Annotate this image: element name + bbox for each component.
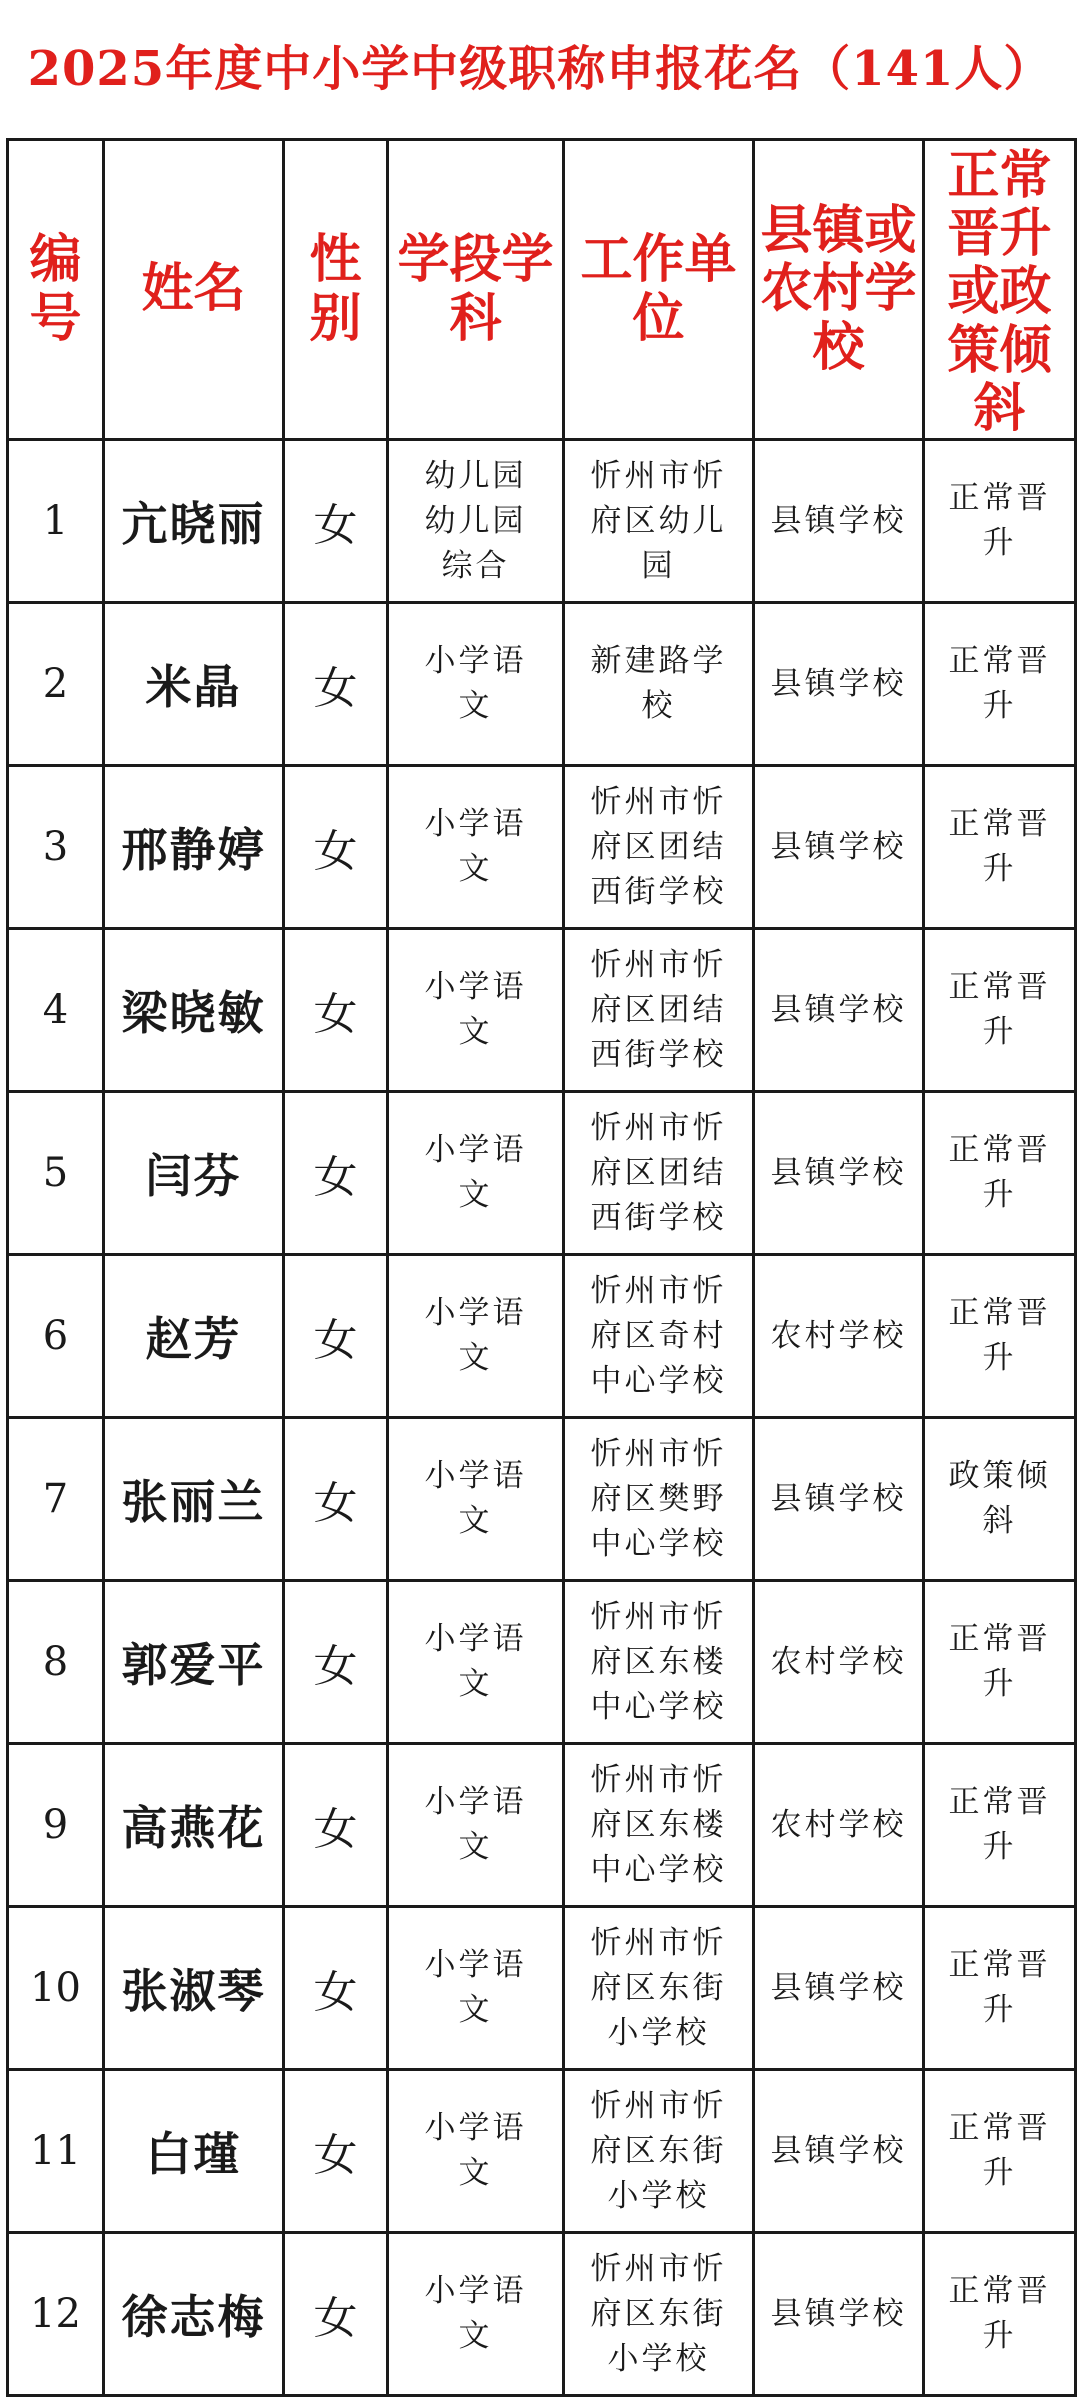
- header-subject: 学段学科: [388, 140, 564, 440]
- cell-gender: 女: [284, 929, 388, 1092]
- cell-work-unit: [564, 1744, 754, 1907]
- cell-work-unit: [564, 603, 754, 766]
- cell-school-type: [754, 1744, 924, 1907]
- cell-subject: [388, 2070, 564, 2233]
- cell-school-type-text: 农村学校: [770, 1317, 907, 1354]
- table-row: [8, 2070, 1076, 2233]
- cell-subject: [388, 1907, 564, 2070]
- cell-promotion-type: [924, 1744, 1076, 1907]
- cell-promotion-type: [924, 1907, 1076, 2070]
- cell-work-unit-text: 忻州市忻府区团结西街学校: [590, 783, 727, 910]
- cell-school-type-text: 县镇学校: [770, 1154, 907, 1191]
- cell-name: 米晶: [104, 603, 284, 766]
- cell-subject-text: 小学语文: [424, 1947, 527, 2029]
- cell-gender: 女: [284, 1418, 388, 1581]
- cell-school-type: [754, 603, 924, 766]
- cell-promotion-type: [924, 1255, 1076, 1418]
- cell-subject-text: 小学语文: [424, 2110, 527, 2192]
- cell-work-unit-text: 忻州市忻府区奇村中心学校: [590, 1272, 727, 1399]
- cell-promotion-type-text: 正常晋升: [948, 969, 1051, 1051]
- cell-work-unit: [564, 929, 754, 1092]
- header-promotion-type: 正常晋升或政策倾斜: [924, 140, 1076, 440]
- cell-name: 闫芬: [104, 1092, 284, 1255]
- cell-work-unit: [564, 1418, 754, 1581]
- cell-school-type-text: 县镇学校: [770, 1480, 907, 1517]
- cell-promotion-type: [924, 766, 1076, 929]
- cell-work-unit: [564, 1581, 754, 1744]
- cell-number: 4: [8, 929, 104, 1092]
- cell-work-unit-text: 忻州市忻府区樊野中心学校: [590, 1435, 727, 1562]
- cell-number: 10: [8, 1907, 104, 2070]
- cell-gender: 女: [284, 603, 388, 766]
- cell-work-unit: [564, 2233, 754, 2396]
- cell-school-type: [754, 1092, 924, 1255]
- cell-subject-text: 小学语文: [424, 2273, 527, 2355]
- cell-subject-text: 小学语文: [424, 643, 527, 725]
- cell-number: 6: [8, 1255, 104, 1418]
- table-row: [8, 766, 1076, 929]
- cell-subject: [388, 1092, 564, 1255]
- cell-gender: 女: [284, 440, 388, 603]
- cell-work-unit-text: 新建路学校: [590, 643, 727, 725]
- cell-work-unit-text: 忻州市忻府区东楼中心学校: [590, 1761, 727, 1888]
- cell-school-type-text: 农村学校: [770, 1643, 907, 1680]
- table-header-row: [8, 140, 1076, 440]
- cell-number: 7: [8, 1418, 104, 1581]
- cell-promotion-type-text: 政策倾斜: [948, 1458, 1051, 1540]
- table-row: [8, 1744, 1076, 1907]
- cell-name: 张丽兰: [104, 1418, 284, 1581]
- cell-promotion-type: [924, 1418, 1076, 1581]
- cell-number: 2: [8, 603, 104, 766]
- cell-subject: [388, 766, 564, 929]
- cell-promotion-type-text: 正常晋升: [948, 2273, 1051, 2355]
- cell-name: 邢静婷: [104, 766, 284, 929]
- cell-promotion-type-text: 正常晋升: [948, 2110, 1051, 2192]
- cell-promotion-type: [924, 929, 1076, 1092]
- cell-promotion-type-text: 正常晋升: [948, 480, 1051, 562]
- cell-subject: [388, 929, 564, 1092]
- cell-gender: 女: [284, 1744, 388, 1907]
- cell-subject-text: 小学语文: [424, 1295, 527, 1377]
- cell-gender: 女: [284, 766, 388, 929]
- cell-name: 梁晓敏: [104, 929, 284, 1092]
- cell-number: 1: [8, 440, 104, 603]
- cell-gender: 女: [284, 2233, 388, 2396]
- cell-gender: 女: [284, 1907, 388, 2070]
- cell-name: 高燕花: [104, 1744, 284, 1907]
- cell-school-type: [754, 2070, 924, 2233]
- cell-school-type-text: 县镇学校: [770, 2295, 907, 2332]
- cell-work-unit-text: 忻州市忻府区东街小学校: [590, 1924, 727, 2051]
- cell-work-unit: [564, 1092, 754, 1255]
- cell-school-type: [754, 766, 924, 929]
- cell-promotion-type: [924, 2070, 1076, 2233]
- table-row: [8, 1092, 1076, 1255]
- table-row: [8, 1418, 1076, 1581]
- cell-work-unit: [564, 440, 754, 603]
- table-row: [8, 603, 1076, 766]
- cell-promotion-type-text: 正常晋升: [948, 1947, 1051, 2029]
- cell-subject-text: 幼儿园幼儿园综合: [424, 457, 527, 584]
- cell-name: 赵芳: [104, 1255, 284, 1418]
- cell-school-type-text: 县镇学校: [770, 2132, 907, 2169]
- cell-school-type-text: 县镇学校: [770, 502, 907, 539]
- cell-work-unit: [564, 766, 754, 929]
- table-row: [8, 1581, 1076, 1744]
- cell-school-type-text: 县镇学校: [770, 665, 907, 702]
- cell-promotion-type: [924, 603, 1076, 766]
- cell-work-unit-text: 忻州市忻府区东街小学校: [590, 2087, 727, 2214]
- cell-work-unit: [564, 1255, 754, 1418]
- table-row: [8, 440, 1076, 603]
- cell-name: 张淑琴: [104, 1907, 284, 2070]
- cell-school-type: [754, 1418, 924, 1581]
- cell-promotion-type: [924, 1581, 1076, 1744]
- cell-subject: [388, 1418, 564, 1581]
- cell-promotion-type-text: 正常晋升: [948, 1295, 1051, 1377]
- cell-name: 徐志梅: [104, 2233, 284, 2396]
- cell-number: 9: [8, 1744, 104, 1907]
- cell-subject: [388, 1255, 564, 1418]
- cell-school-type: [754, 2233, 924, 2396]
- cell-number: 11: [8, 2070, 104, 2233]
- table-row: [8, 1255, 1076, 1418]
- cell-subject: [388, 440, 564, 603]
- cell-promotion-type-text: 正常晋升: [948, 1784, 1051, 1866]
- cell-school-type-text: 县镇学校: [770, 828, 907, 865]
- cell-school-type: [754, 929, 924, 1092]
- cell-school-type: [754, 1255, 924, 1418]
- cell-subject: [388, 603, 564, 766]
- cell-school-type-text: 县镇学校: [770, 991, 907, 1028]
- table-row: [8, 929, 1076, 1092]
- cell-subject-text: 小学语文: [424, 1458, 527, 1540]
- cell-gender: 女: [284, 1092, 388, 1255]
- cell-work-unit: [564, 2070, 754, 2233]
- cell-work-unit: [564, 1907, 754, 2070]
- cell-number: 5: [8, 1092, 104, 1255]
- cell-subject-text: 小学语文: [424, 1784, 527, 1866]
- cell-school-type-text: 农村学校: [770, 1806, 907, 1843]
- cell-school-type: [754, 1907, 924, 2070]
- table-row: [8, 1907, 1076, 2070]
- cell-work-unit-text: 忻州市忻府区团结西街学校: [590, 1109, 727, 1236]
- header-name: 姓名: [104, 140, 284, 440]
- cell-subject: [388, 1744, 564, 1907]
- cell-subject-text: 小学语文: [424, 1132, 527, 1214]
- cell-promotion-type: [924, 1092, 1076, 1255]
- header-school-type: 县镇或农村学校: [754, 140, 924, 440]
- header-gender: 性别: [284, 140, 388, 440]
- cell-school-type-text: 县镇学校: [770, 1969, 907, 2006]
- cell-promotion-type-text: 正常晋升: [948, 806, 1051, 888]
- cell-work-unit-text: 忻州市忻府区东楼中心学校: [590, 1598, 727, 1725]
- cell-school-type: [754, 440, 924, 603]
- page-title: 2025年度中小学中级职称申报花名（141人）: [27, 40, 1053, 97]
- table-row: [8, 2233, 1076, 2396]
- cell-work-unit-text: 忻州市忻府区团结西街学校: [590, 946, 727, 1073]
- cell-promotion-type-text: 正常晋升: [948, 1132, 1051, 1214]
- cell-number: 8: [8, 1581, 104, 1744]
- cell-subject-text: 小学语文: [424, 1621, 527, 1703]
- cell-gender: 女: [284, 2070, 388, 2233]
- cell-promotion-type: [924, 2233, 1076, 2396]
- cell-name: 郭爱平: [104, 1581, 284, 1744]
- cell-name: 白瑾: [104, 2070, 284, 2233]
- cell-subject-text: 小学语文: [424, 806, 527, 888]
- header-work-unit: 工作单位: [564, 140, 754, 440]
- cell-number: 12: [8, 2233, 104, 2396]
- cell-number: 3: [8, 766, 104, 929]
- cell-subject: [388, 2233, 564, 2396]
- cell-name: 亢晓丽: [104, 440, 284, 603]
- header-number: 编号: [8, 140, 104, 440]
- cell-gender: 女: [284, 1581, 388, 1744]
- cell-promotion-type-text: 正常晋升: [948, 643, 1051, 725]
- cell-promotion-type: [924, 440, 1076, 603]
- cell-subject: [388, 1581, 564, 1744]
- cell-work-unit-text: 忻州市忻府区东街小学校: [590, 2250, 727, 2377]
- cell-promotion-type-text: 正常晋升: [948, 1621, 1051, 1703]
- cell-gender: 女: [284, 1255, 388, 1418]
- cell-school-type: [754, 1581, 924, 1744]
- cell-subject-text: 小学语文: [424, 969, 527, 1051]
- applicant-table: [6, 138, 1077, 2397]
- cell-work-unit-text: 忻州市忻府区幼儿园: [590, 457, 727, 584]
